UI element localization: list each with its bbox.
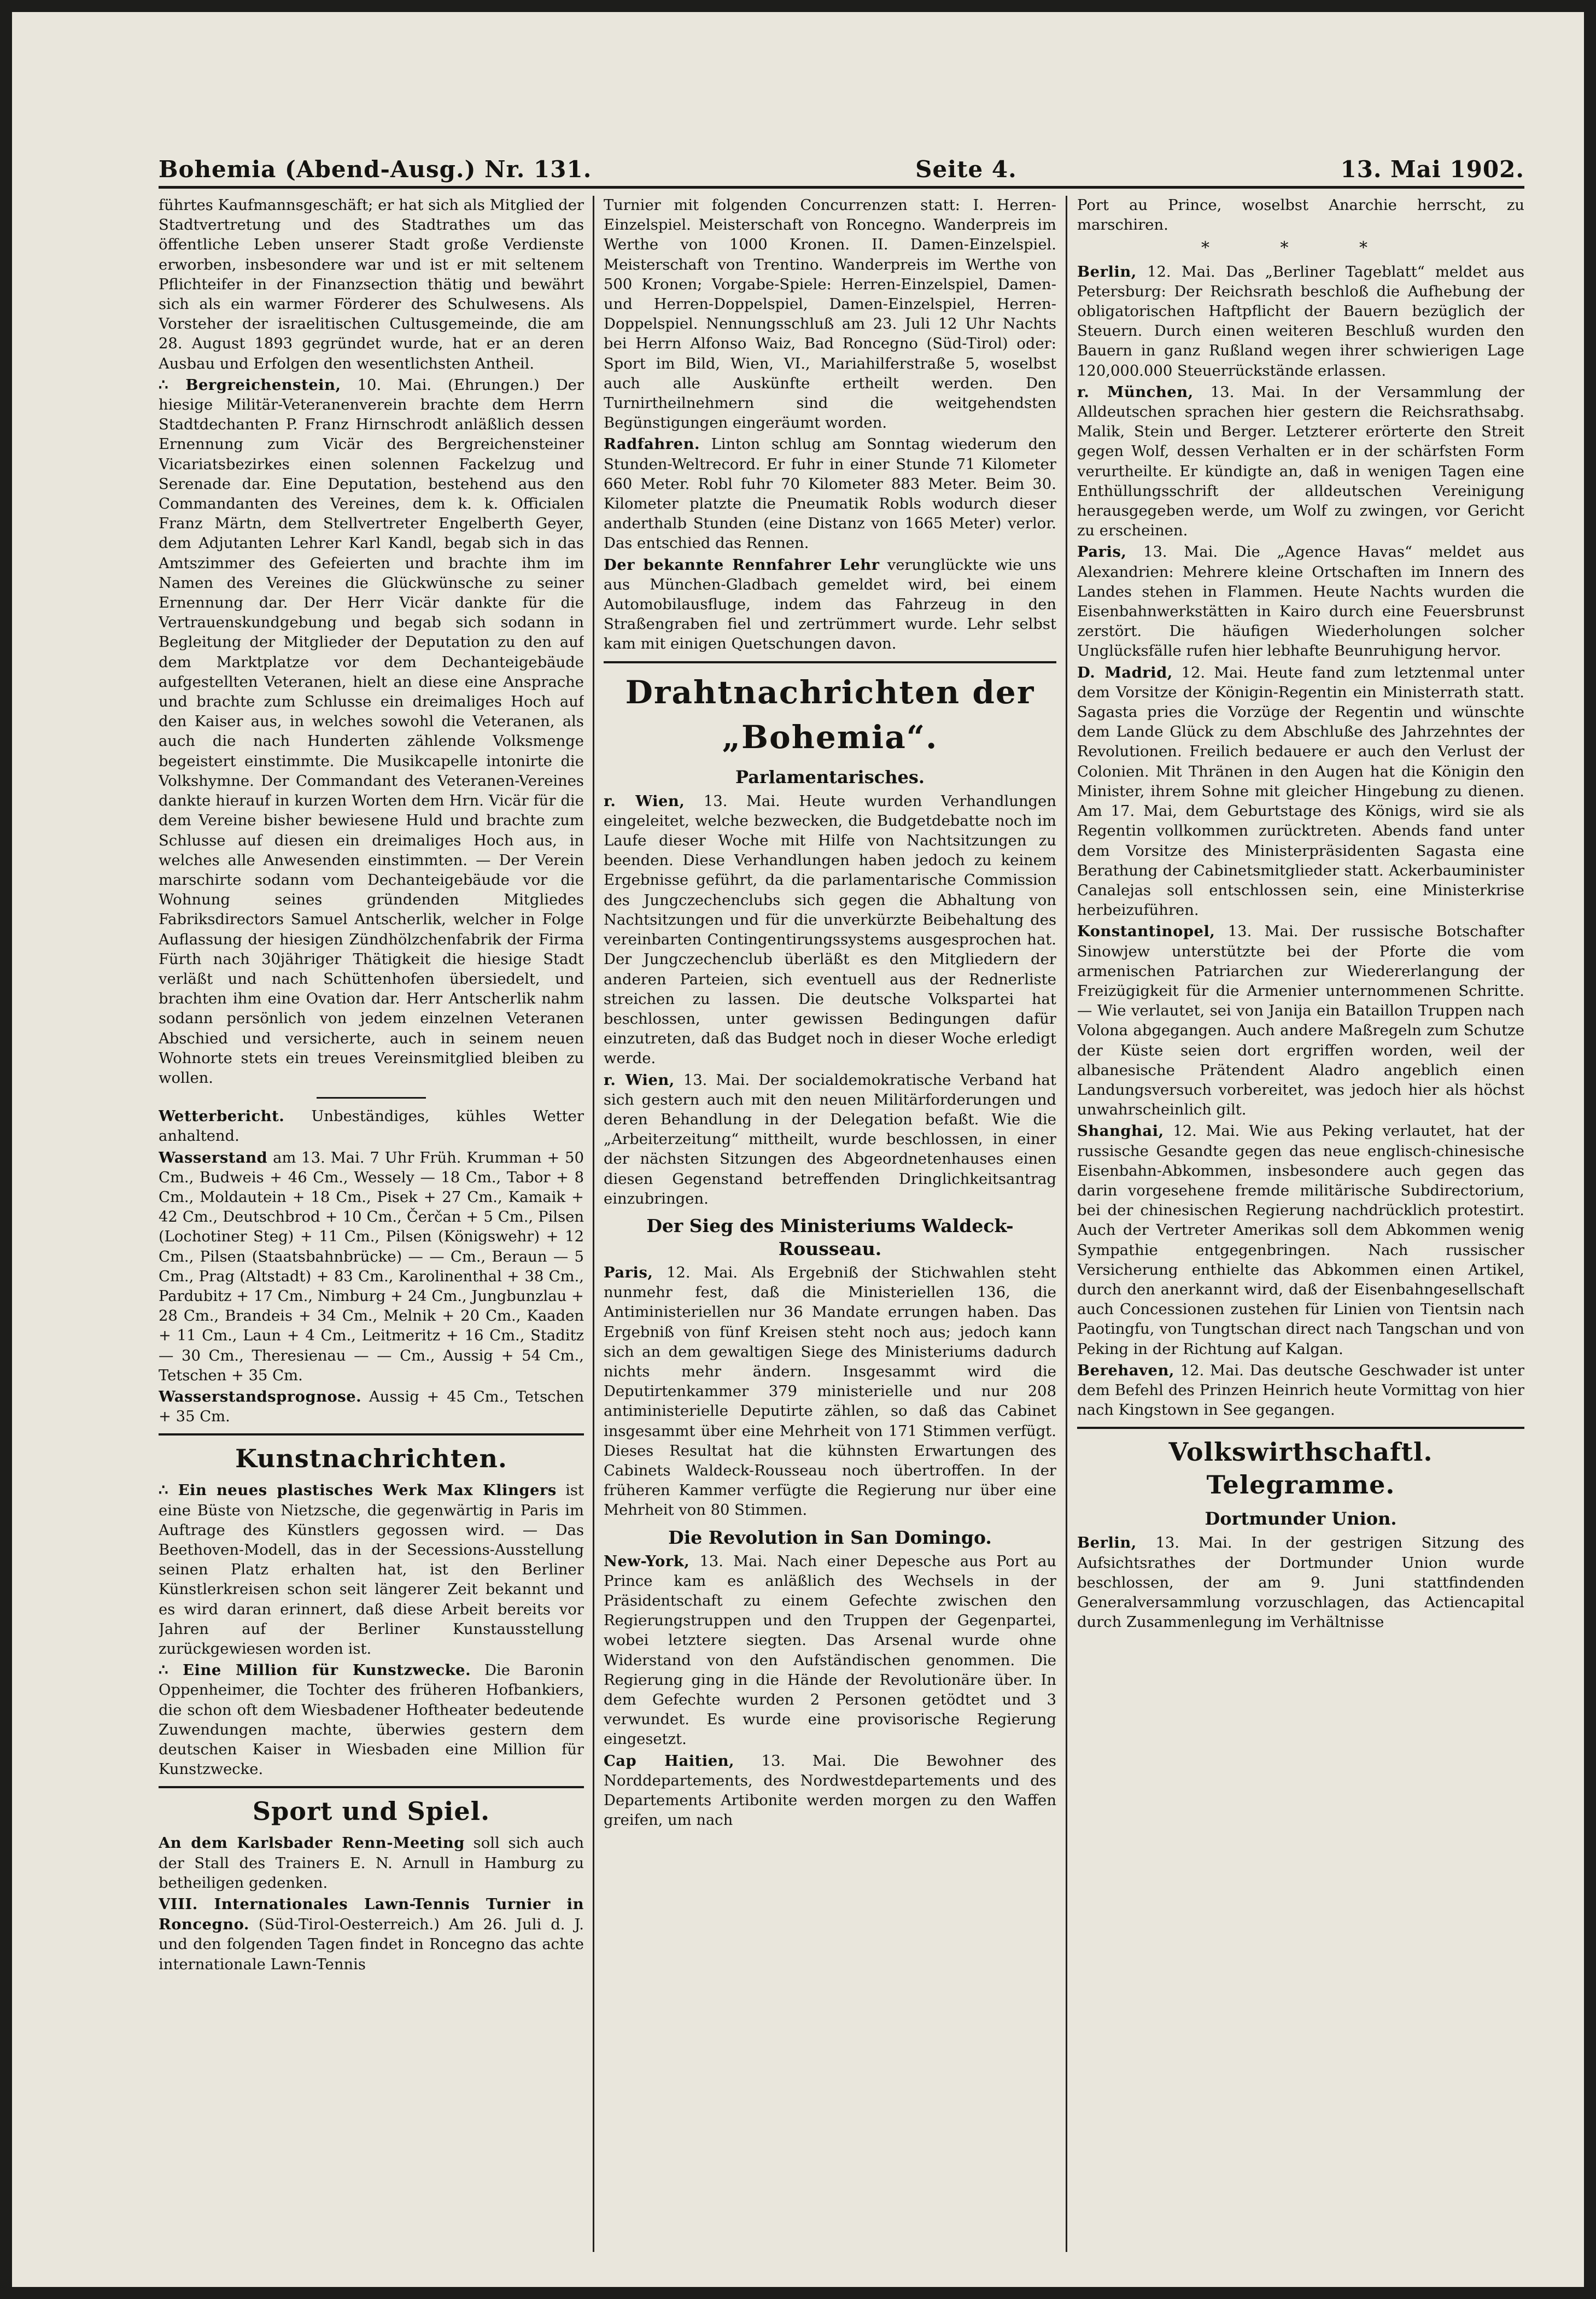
article-klinger: ∴ Ein neues plastisches Werk Max Klingers ist eine Büste von Nietzsche, die gegenwärtig in Paris im Auftrage des Künstlers gegossen wird. — Das Beethoven-Modell, das in der Secessions-Ausstellung seinen Platz erhalten hat, ist den Berliner Künstlerkreisen schon seit längerer Zeit bekannt und es wird daran erinnert, daß diese Arbeit bereits vor Jahren auf der Berliner Kunstausstellung zurückgewiesen worden ist.	[159, 1481, 584, 1658]
telegram-cap-haitien: Cap Haitien, 13. Mai. Die Bewohner des Norddepartements, des Nordwestdepartements und des Departements Artibonite werden morgen zu den Waffen greifen, um nach	[604, 1752, 1056, 1829]
telegram-konstantinopel: Konstantinopel, 13. Mai. Der russische Botschafter Sinowjew unterstützte bei der Pforte die vom armenischen Patriarchen zur Wiedererlangung der Freizügigkeit für die Armenier unternommenen Schritte. — Wie verlautet, sei von Janija ein Bataillon Truppen nach Volona abgegangen. Auch andere Maßregeln zum Schutze der Küste seien dort ergriffen worden, weil der albanesische Prätendent Aladro angeblich einen Landungsversuch vorbereitet, was jedoch hier als höchst unwahrscheinlich gilt.	[1077, 923, 1524, 1119]
separator	[159, 1433, 584, 1436]
article-radfahren: Radfahren. Linton schlug am Sonntag wiederum den Stunden-Weltrecord. Er fuhr in einer Stunde 71 Kilometer 660 Meter. Robl fuhr 70 Kilometer 883 Meter. Beim 30. Kilometer platzte die Pneumatik Robls wodurch dieser anderthalb Stunden (eine Distanz von 1665 Meter) verlor. Das entschied das Rennen.	[604, 435, 1056, 552]
telegram-muenchen: r. München, 13. Mai. In der Versammlung der Alldeutschen sprachen hier gestern die Reichsrathsabg. Malik, Stein und Berger. Letzterer erörterte den Streit gegen Wolf, dessen Verhalten er in der schärfsten Form verurtheilte. Er kündigte an, daß in wenigen Tagen eine Enthüllungsschrift der alldeutschen Vereinigung herausgegeben werde, um Wolf zu zwingen, vor Gericht zu erscheinen.	[1077, 383, 1524, 540]
newspaper-page	[12, 12, 1584, 2287]
section-heading-sport: Sport und Spiel.	[252, 1796, 490, 1827]
subheading-dortmunder-union: Dortmunder Union.	[1205, 1508, 1397, 1530]
star-separator: * * *	[1201, 238, 1401, 258]
story-heading-san-domingo: Die Revolution in San Domingo.	[668, 1526, 992, 1548]
separator	[604, 661, 1056, 663]
article-continuation: führtes Kaufmannsgeschäft; er hat sich als Mitglied der Stadtvertretung und des Stadtrathes um das öffentliche Leben unserer Stadt große Verdienste erworben, insbesondere war und ist er mit seltenem Pflichteifer in der Finanzsection thätig und bewährt sich als ein warmer Förderer des Schulwesens. Als Vorsteher der israelitischen Cultusgemeinde, die am 28. August 1893 gegründet wurde, hat er an deren Ausbau und Erfolgen den wesentlichsten Antheil.	[159, 197, 584, 372]
section-heading-volkswirthschaft: Volkswirthschaftl. Telegramme.	[1168, 1437, 1433, 1500]
telegram-paris: Paris, 12. Mai. Als Ergebniß der Stichwahlen steht nunmehr fest, daß die Ministeriellen 136, die Antiministeriellen nur 36 Mandate errungen haben. Das Ergebniß von fünf Kreisen steht noch aus; jedoch kann sich an dem gewaltigen Siege des Ministeriums dadurch nichts mehr ändern. Insgesammt wird die Deputirtenkammer 379 ministerielle und nur 208 antiministerielle Deputirte zählen, so daß das Cabinet insgesammt über eine Mehrheit von 171 Stimmen verfügt. Dieses Resultat hat die kühnsten Erwartungen des Cabinets Waldeck-Rousseau noch übertroffen. In der früheren Kammer verfügte die Regierung nur über eine Mehrheit von 80 Stimmen.	[604, 1263, 1056, 1519]
masthead-issue: Bohemia (Abend-Ausg.) Nr. 131.	[159, 156, 592, 183]
telegram-madrid: D. Madrid, 12. Mai. Heute fand zum letztenmal unter dem Vorsitze der Königin-Regentin ein Ministerrath statt. Sagasta pries die Vorzüge der Regentin und wünschte dem Lande Glück zu dem Abschluße des Jahrzehntes der Revolutionen. Freilich bedauere er auch den Verlust der Colonien. Mit Thränen in den Augen hat die Königin den Minister, ihrem Sohne mit gleicher Hingebung zu dienen. Am 17. Mai, dem Geburtstage des Königs, wird sie als Regentin vollkommen zurücktreten. Abends fand unter dem Vorsitze des Ministerpräsidenten Sagasta eine Berathung der Cabinetsmitglieder statt. Ackerbauminister Canalejas soll entschlossen sein, eine Ministerkrise herbeizuführen.	[1077, 663, 1524, 919]
article-lehr: Der bekannte Rennfahrer Lehr verunglückte wie uns aus München-Gladbach gemeldet wird, bei einem Automobilausfluge, indem das Fahrzeug in den Straßengraben fiel und zertrümmert wurde. Lehr selbst kam mit einigen Quetschungen davon.	[604, 556, 1056, 653]
water-level-report: Wasserstand am 13. Mai. 7 Uhr Früh. Krumman + 50 Cm., Budweis + 46 Cm., Wessely — 18 Cm., Tabor + 8 Cm., Moldautein + 18 Cm., Pisek + 27 Cm., Kamaik + 42 Cm., Deutschbrod + 10 Cm., Čerčan + 5 Cm., Pilsen (Lochotiner Steg) + 11 Cm., Pilsen (Königswehr) + 12 Cm., Pilsen (Staatsbahnbrücke) — — Cm., Beraun — 5 Cm., Prag (Altstadt) + 83 Cm., Karolinenthal + 38 Cm., Pardubitz + 17 Cm., Nimburg + 24 Cm., Jungbunzlau + 28 Cm., Brandeis + 34 Cm., Melnik + 20 Cm., Kaaden + 11 Cm., Laun + 4 Cm., Leitmeritz + 16 Cm., Staditz — 30 Cm., Theresienau — — Cm., Aussig + 54 Cm., Tetschen + 35 Cm.	[159, 1148, 584, 1384]
section-heading-drahtnachrichten: Drahtnachrichten der „Bohemia“.	[625, 673, 1035, 756]
article-million: ∴ Eine Million für Kunstzwecke. Die Baronin Oppenheimer, die Tochter des früheren Hofbankiers, die schon oft dem Wiesbadener Hoftheater bedeutende Zuwendungen machte, überwies gestern dem deutschen Kaiser in Wiesbaden eine Million für Kunstzwecke.	[159, 1661, 584, 1778]
page-header	[159, 139, 1524, 183]
telegram-new-york: New-York, 13. Mai. Nach einer Depesche aus Port au Prince kam es anläßlich des Wechsels in der Präsidentschaft zu einem Gefechte zwischen den Regierungstruppen und den Truppen der Gegenpartei, wobei letztere siegten. Das Arsenal wurde ohne Widerstand von den Aufständischen genommen. Die Regierung ging in die Hände der Revolutionäre über. In dem Gefechte wurden 2 Personen getödtet und 3 verwundet. Es wurde eine provisorische Regierung eingesetzt.	[604, 1552, 1056, 1748]
telegram-berlin-1: Berlin, 12. Mai. Das „Berliner Tageblatt“ meldet aus Petersburg: Der Reichsrath beschloß die Aufhebung der obligatorischen Haftpflicht der Bauern bezüglich der Steuern. Durch einen weiteren Beschluß wurden den Bauern in ganz Rußland wegen ihrer schwierigen Lage 120,000.000 Steuerrückstände erlassen.	[1077, 262, 1524, 380]
separator	[317, 1097, 426, 1099]
weather-report: Wetterbericht. Unbeständiges, kühles Wetter anhaltend.	[159, 1107, 584, 1145]
issue-date: 13. Mai 1902.	[1340, 156, 1524, 183]
column-3	[1077, 196, 1524, 2252]
telegram-shanghai: Shanghai, 12. Mai. Wie aus Peking verlautet, hat der russische Gesandte gegen das neue englisch-chinesische Eisenbahn-Abkommen, insbesondere auch gegen das darin vorgesehene fremde militärische Subdirectorium, bei der chinesischen Regierung nachdrücklich protestirt. Auch der Vertreter Amerikas soll dem Abkommen wenig Sympathie entgegenbringen. Nach russischer Versicherung enthielte das Abkommen einen Artikel, durch den anerkannt wird, daß der Eisenbahngesellschaft auch Concessionen zustehen für Linien von Tientsin nach Paotingfu, von Tungtschan direct nach Tangschan und von Peking in der Richtung auf Kalgan.	[1077, 1122, 1524, 1358]
separator	[159, 1786, 584, 1788]
column-1	[159, 196, 584, 2252]
water-level-forecast: Wasserstandsprognose. Aussig + 45 Cm., Tetschen + 35 Cm.	[159, 1387, 584, 1426]
article-tennis: VIII. Internationales Lawn-Tennis Turnier in Roncegno. (Süd-Tirol-Oesterreich.) Am 26. Juli d. J. und den folgenden Tagen findet in Roncegno das achte internationale Lawn-Tennis	[159, 1895, 584, 1973]
telegram-berlin-2: Berlin, 13. Mai. In der gestrigen Sitzung des Aufsichtsrathes der Dortmunder Union wurde beschlossen, der am 9. Juni stattfindenden Generalversammlung vorzuschlagen, das Actiencapital durch Zusammenlegung im Verhältnisse	[1077, 1534, 1524, 1631]
article-karlsbad: An dem Karlsbader Renn-Meeting soll sich auch der Stall des Trainers E. N. Arnull in Hamburg zu betheiligen gedenken.	[159, 1834, 584, 1892]
column-divider	[1066, 196, 1067, 2252]
article-tennis-continued: Turnier mit folgenden Concurrenzen statt: I. Herren-Einzelspiel. Meisterschaft von Roncegno. Wanderpreis im Werthe von 1000 Kronen. II. Damen-Einzelspiel. Meisterschaft von Trentino. Wanderpreis im Werthe von 500 Kronen; Vorgabe-Spiele: Herren-Einzelspiel, Damen- und Herren-Doppelspiel, Damen-Einzelspiel, Herren-Doppelspiel. Nennungsschluß am 23. Juli 12 Uhr Nachts bei Herrn Alfonso Waiz, Bad Roncegno (Süd-Tirol) oder: Sport im Bild, Wien, VI., Mariahilferstraße 5, woselbst auch alle Auskünfte ertheilt werden. Den Turnirtheilnehmern sind die weitgehendsten Begünstigungen eingeräumt worden.	[604, 197, 1056, 432]
subheading-parlamentarisches: Parlamentarisches.	[735, 766, 925, 787]
page-number: Seite 4.	[915, 156, 1017, 183]
column-divider	[593, 196, 594, 2252]
header-rule	[159, 186, 1524, 189]
telegram-paris-2: Paris, 13. Mai. Die „Agence Havas“ meldet aus Alexandrien: Mehrere kleine Ortschaften im Innern des Landes stehen in Flammen. Heute Nachts wurden die Eisenbahnwerkstätten in Kairo durch eine Feuersbrunst zerstört. Die häufigen Wiederholungen solcher Unglücksfälle rufen hier lebhafte Beunruhigung hervor.	[1077, 543, 1524, 660]
telegram-wien-1: r. Wien, 13. Mai. Heute wurden Verhandlungen eingeleitet, welche bezwecken, die Budgetdebatte noch im Laufe dieser Woche mit Hilfe von Nachtsitzungen zu beenden. Diese Verhandlungen haben jedoch zu keinem Ergebnisse geführt, da die parlamentarische Commission des Jungczechenclubs sich gegen die Abhaltung von Nachtsitzungen und für die unverkürzte Beibehaltung des vereinbarten Contingentirungssystems ausgesprochen hat. Der Jungczechenclub überläßt es den Mitgliedern der anderen Parteien, sich eventuell aus der Rednerliste streichen zu lassen. Die deutsche Volkspartei hat beschlossen, unter gewissen Bedingungen dafür einzutreten, daß das Budget noch in dieser Woche erledigt werde.	[604, 792, 1056, 1067]
column-2	[604, 196, 1056, 2252]
telegram-wien-2: r. Wien, 13. Mai. Der socialdemokratische Verband hat sich gestern auch mit den neuen Militärforderungen und deren Behandlung in der Delegation befaßt. Wie die „Arbeiterzeitung“ mittheilt, wurde beschlossen, in einer der nächsten Sitzungen des Abgeordnetenhauses einen diesen Gegenstand betreffenden Dringlichkeitsantrag einzubringen.	[604, 1071, 1056, 1207]
section-heading-kunst: Kunstnachrichten.	[235, 1444, 507, 1474]
telegram-berehaven: Berehaven, 12. Mai. Das deutsche Geschwader ist unter dem Befehl des Prinzen Heinrich heute Vormittag von hier nach Kingstown in See gegangen.	[1077, 1361, 1524, 1419]
article-bergreichenstein: ∴ Bergreichenstein, 10. Mai. (Ehrungen.) Der hiesige Militär-Veteranenverein brachte dem Herrn Stadtdechanten P. Franz Hirnschrodt anläßlich dessen Ernennung zum Vicär des Bergreichensteiner Vicariatsbezirkes einen solennen Fackelzug und Serenade dar. Eine Deputation, bestehend aus den Commandanten des Vereines, dem k. k. Officialen Franz Märtn, dem Stellvertreter Engelberth Geyer, dem Adjutanten Lehrer Karl Kandl, begab sich in das Amtszimmer des Gefeierten und brachte ihm im Namen des Vereines die Glückwünsche zu seiner Ernennung dar. Der Herr Vicär dankte für die Vertrauenskundgebung und begab sich sodann in Begleitung der Mitglieder der Deputation zu den auf dem Marktplatze vor dem Dechanteigebäude aufgestellten Veteranen, hielt an diese eine Ansprache und brachte zum Schlusse ein dreimaliges Hoch auf den Kaiser aus, in welches sowohl die Veteranen, als auch die nach Hunderten zählende Volksmenge begeistert einstimmte. Die Musikcapelle intonirte die Volkshymne. Der Commandant des Veteranen-Vereines dankte hierauf in kurzen Worten dem Hrn. Vicär für die dem Vereine bisher bewiesene Huld und brachte zum Schlusse auf diesen ein dreimaliges Hoch aus, in welches alle Anwesenden einstimmten. — Der Verein marschirte sodann vom Dechanteigebäude vor die Wohnung seines gründenden Mitgliedes Fabriksdirectors Samuel Antscherlik, welcher in Folge Auflassung der hiesigen Zündhölzchenfabrik der Firma Fürth nach 30jähriger Thätigkeit die hiesige Stadt verläßt und nach Schüttenhofen übersiedelt, und brachten ihm eine Ovation dar. Herr Antscherlik nahm sodann persönlich von jedem einzelnen Veteranen Abschied und versicherte, auch in seinem neuen Wohnorte stets ein treues Vereinsmitglied bleiben zu wollen.	[159, 376, 584, 1087]
story-heading-waldeck: Der Sieg des Ministeriums Waldeck-Rousseau.	[646, 1215, 1014, 1259]
separator	[1077, 1427, 1524, 1429]
telegram-cap-haitien-continued: Port au Prince, woselbst Anarchie herrscht, zu marschiren.	[1077, 197, 1524, 234]
